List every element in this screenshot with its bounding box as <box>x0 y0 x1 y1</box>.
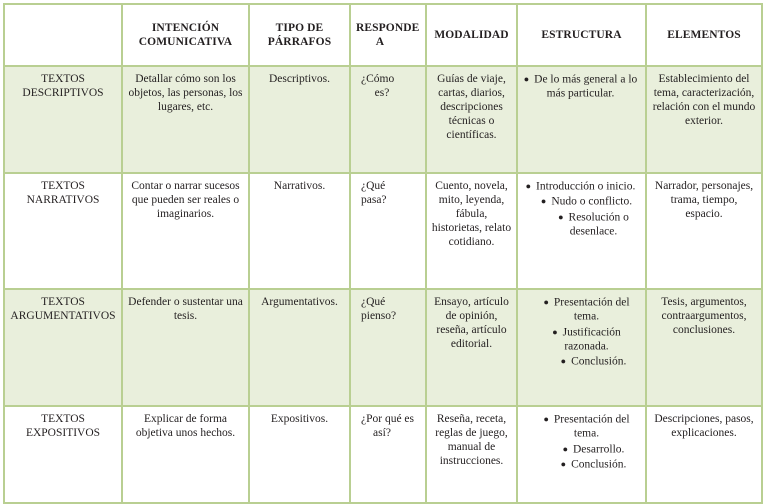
text-types-table-container <box>3 3 761 471</box>
table-header-row <box>4 4 762 66</box>
header-intencion-line2: COMUNICATIVA <box>138 36 233 48</box>
header-modalidad-label: MODALIDAD <box>434 28 509 41</box>
header-responde-line1: RESPONDE <box>356 21 420 34</box>
cell-elementos-expositivos: Descripciones, pasos, explicaciones. <box>646 406 762 503</box>
estructura-bullet-list <box>522 179 641 238</box>
row-label-line2: EXPOSITIVOS <box>25 427 101 440</box>
row-label-line1: TEXTOS <box>41 296 85 308</box>
cell-estructura-expositivos <box>517 406 646 503</box>
cell-estructura-narrativos <box>517 173 646 289</box>
cell-intencion-narrativos: Contar o narrar sucesos que pueden ser reales o imaginarios. <box>122 173 249 289</box>
table-body <box>4 66 762 503</box>
bullet-icon: ● <box>562 443 568 454</box>
estructura-bullet-list <box>522 72 641 101</box>
cell-parrafos-narrativos: Narrativos. <box>249 173 350 289</box>
responde-line2: pienso? <box>361 310 397 323</box>
header-cell-tipo-de-parrafos <box>249 4 350 66</box>
table-row <box>4 289 762 406</box>
row-label-textos-expositivos <box>4 406 122 503</box>
row-label-textos-descriptivos <box>4 66 122 173</box>
list-item <box>522 457 641 471</box>
bullet-icon: ● <box>558 211 564 222</box>
row-label-textos-argumentativos <box>4 289 122 406</box>
list-item <box>522 194 641 208</box>
list-item-text: De lo más general a lo más particular. <box>534 73 638 100</box>
list-item-text: Introducción o inicio. <box>536 180 636 193</box>
bullet-icon: ● <box>560 356 567 367</box>
cell-modalidad-argumentativos: Ensayo, artículo de opinión, reseña, artículo editorial. <box>426 289 517 406</box>
bullet-icon: ● <box>543 413 549 424</box>
cell-responde-expositivos <box>350 406 426 503</box>
header-elementos-label: ELEMENTOS <box>667 28 741 41</box>
header-cell-responde-a <box>350 4 426 66</box>
header-responde-line2: A <box>375 36 385 48</box>
cell-intencion-expositivos: Explicar de forma objetiva unos hechos. <box>122 406 249 503</box>
cell-estructura-argumentativos <box>517 289 646 406</box>
header-cell-modalidad <box>426 4 517 66</box>
row-label-line2: DESCRIPTIVOS <box>22 87 104 100</box>
header-cell-elementos <box>646 4 762 66</box>
list-item-text: Conclusión. <box>571 458 627 471</box>
list-item <box>522 210 641 239</box>
list-item <box>522 325 641 354</box>
list-item-text: Nudo o conflicto. <box>551 195 633 208</box>
header-cell-corner-blank <box>4 4 122 66</box>
list-item-text: Presentación del tema. <box>553 413 630 440</box>
table-row <box>4 406 762 503</box>
responde-line2: así? <box>373 427 391 440</box>
responde-line1: ¿Por qué es <box>361 413 415 425</box>
list-item-text: Desarrollo. <box>573 443 625 456</box>
bullet-icon: ● <box>525 180 532 191</box>
table-row <box>4 173 762 289</box>
list-item-text: Resolución o desenlace. <box>568 211 629 238</box>
cell-modalidad-narrativos: Cuento, novela, mito, leyenda, fábula, historietas, relato cotidiano. <box>426 173 517 289</box>
responde-line1: ¿Cómo <box>361 73 395 85</box>
bullet-icon: ● <box>543 296 549 307</box>
bullet-icon: ● <box>552 326 558 337</box>
responde-line1: ¿Qué <box>361 296 386 308</box>
row-label-line2: NARRATIVOS <box>26 194 100 207</box>
estructura-bullet-list <box>522 412 641 471</box>
row-label-line1: TEXTOS <box>41 73 85 85</box>
header-cell-estructura <box>517 4 646 66</box>
header-estructura-label: ESTRUCTURA <box>541 28 622 41</box>
cell-elementos-descriptivos: Establecimiento del tema, caracterización, relación con el mundo exterior. <box>646 66 762 173</box>
cell-estructura-descriptivos <box>517 66 646 173</box>
cell-modalidad-expositivos: Reseña, receta, reglas de juego, manual de instrucciones. <box>426 406 517 503</box>
cell-parrafos-expositivos: Expositivos. <box>249 406 350 503</box>
header-parrafos-line1: TIPO DE <box>275 21 324 34</box>
row-label-textos-narrativos <box>4 173 122 289</box>
list-item-text: Conclusión. <box>571 355 627 368</box>
cell-responde-argumentativos <box>350 289 426 406</box>
list-item <box>522 442 641 456</box>
row-label-line2: ARGUMENTATIVOS <box>10 310 116 323</box>
cell-elementos-argumentativos: Tesis, argumentos, contraargumentos, conclusiones. <box>646 289 762 406</box>
responde-line2: pasa? <box>361 194 387 207</box>
cell-intencion-descriptivos: Detallar cómo son los objetos, las personas, los lugares, etc. <box>122 66 249 173</box>
cell-parrafos-descriptivos: Descriptivos. <box>249 66 350 173</box>
bullet-icon: ● <box>560 458 567 469</box>
list-item <box>522 72 641 101</box>
header-cell-intencion-comunicativa <box>122 4 249 66</box>
cell-responde-narrativos <box>350 173 426 289</box>
estructura-bullet-list <box>522 295 641 369</box>
row-label-line1: TEXTOS <box>41 180 85 192</box>
row-label-line1: TEXTOS <box>41 413 85 425</box>
responde-line1: ¿Qué <box>361 180 386 192</box>
list-item-text: Justificación razonada. <box>562 326 621 353</box>
cell-elementos-narrativos: Narrador, personajes, trama, tiempo, espacio. <box>646 173 762 289</box>
bullet-icon: ● <box>540 196 547 207</box>
list-item-text: Presentación del tema. <box>553 296 630 323</box>
list-item <box>522 295 641 324</box>
table-row <box>4 66 762 173</box>
header-intencion-line1: INTENCIÓN <box>151 21 220 34</box>
responde-line2: es? <box>374 87 390 100</box>
list-item <box>522 179 641 193</box>
cell-modalidad-descriptivos: Guías de viaje, cartas, diarios, descripciones técnicas o científicas. <box>426 66 517 173</box>
cell-parrafos-argumentativos: Argumentativos. <box>249 289 350 406</box>
list-item <box>522 354 641 368</box>
cell-intencion-argumentativos: Defender o sustentar una tesis. <box>122 289 249 406</box>
bullet-icon: ● <box>523 73 530 84</box>
list-item <box>522 412 641 441</box>
cell-responde-descriptivos <box>350 66 426 173</box>
header-parrafos-line2: PÁRRAFOS <box>267 36 332 48</box>
text-types-comparison-table <box>3 3 763 504</box>
